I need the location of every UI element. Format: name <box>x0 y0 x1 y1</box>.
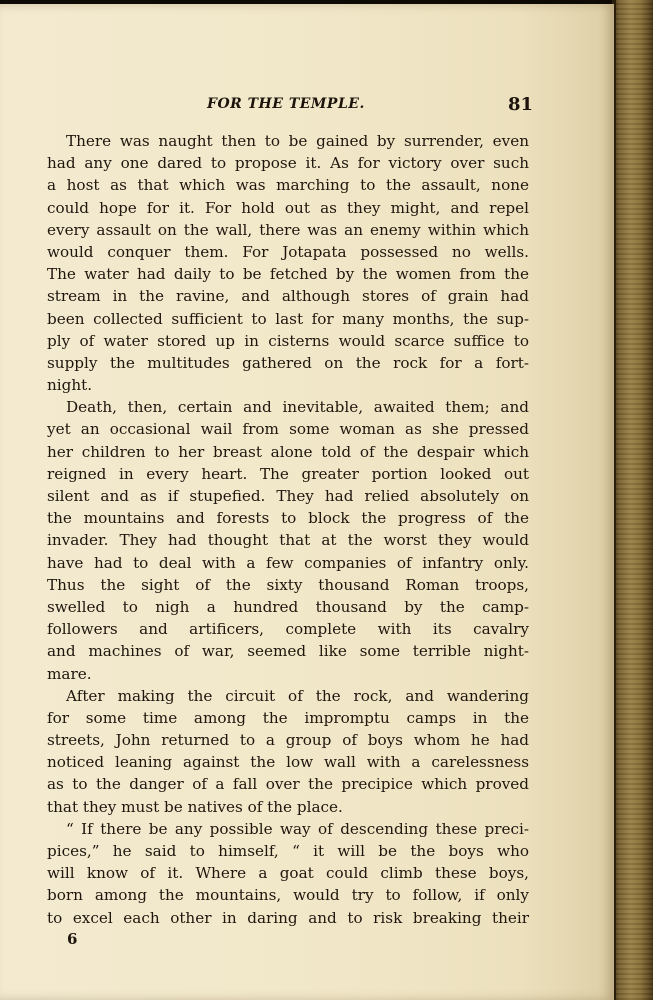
text-line: After making the circuit of the rock, and wandering <box>66 686 529 705</box>
text-line: swelled to nigh a hundred thousand by the camp- <box>47 597 529 616</box>
signature-mark: 6 <box>67 930 78 948</box>
text-line: to excel each other in daring and to risk breaking their <box>47 908 529 927</box>
running-head <box>0 96 614 120</box>
text-line: been collected sufficient to last for many months, the sup- <box>47 309 529 328</box>
text-line: Thus the sight of the sixty thousand Roman troops, <box>47 575 529 594</box>
text-line: night. <box>47 376 93 395</box>
text-line: The water had daily to be fetched by the women from the <box>47 265 529 284</box>
text-line: for some time among the impromptu camps in the <box>47 708 529 727</box>
text-line: “ If there be any possible way of descending these preci- <box>66 819 529 838</box>
text-line: supply the multitudes gathered on the rock for a fort- <box>47 353 529 372</box>
text-line: ply of water stored up in cisterns would scarce suffice to <box>47 331 529 350</box>
text-line: reigned in every heart. The greater portion looked out <box>47 464 529 483</box>
text-line: could hope for it. For hold out as they might, and repel <box>47 198 529 217</box>
text-line: Death, then, certain and inevitable, awaited them; and <box>66 398 529 417</box>
text-line: pices,” he said to himself, “ it will be the boys who <box>47 842 529 860</box>
text-line: stream in the ravine, and although stores of grain had <box>47 287 529 306</box>
text-line: streets, John returned to a group of boys whom he had <box>47 731 529 750</box>
text-line: There was naught then to be gained by surrender, even <box>66 132 529 150</box>
text-line: noticed leaning against the low wall with a carelessness <box>47 753 529 772</box>
text-line: every assault on the wall, there was an enemy within which <box>47 220 529 239</box>
text-line: have had to deal with a few companies of infantry only. <box>47 553 529 572</box>
page-number: 81 <box>508 94 534 115</box>
text-line: as to the danger of a fall over the precipice which proved <box>47 775 529 794</box>
text-line: her children to her breast alone told of the despair which <box>47 442 529 461</box>
text-line: that they must be natives of the place. <box>47 797 343 816</box>
text-line: invader. They had thought that at the worst they would <box>47 531 529 550</box>
text-line: born among the mountains, would try to follow, if only <box>47 886 529 905</box>
text-line: had any one dared to propose it. As for victory over such <box>47 154 529 173</box>
text-line: the mountains and forests to block the progress of the <box>47 509 529 528</box>
running-title: FOR THE TEMPLE. <box>207 96 365 112</box>
text-line: a host as that which was marching to the assault, none <box>47 176 529 195</box>
text-line: will know of it. Where a goat could climb these boys, <box>47 864 529 883</box>
text-line: followers and artificers, complete with its cavalry <box>47 620 529 639</box>
text-line: yet an occasional wail from some woman as she pressed <box>47 420 529 439</box>
text-line: would conquer them. For Jotapata possessed no wells. <box>47 242 529 261</box>
book-spine <box>612 0 653 1000</box>
body-text <box>47 130 529 929</box>
text-line: silent and as if stupefied. They had relied absolutely on <box>47 487 529 505</box>
text-line: and machines of war, seemed like some terrible night- <box>47 642 529 661</box>
text-line: mare. <box>47 664 92 683</box>
